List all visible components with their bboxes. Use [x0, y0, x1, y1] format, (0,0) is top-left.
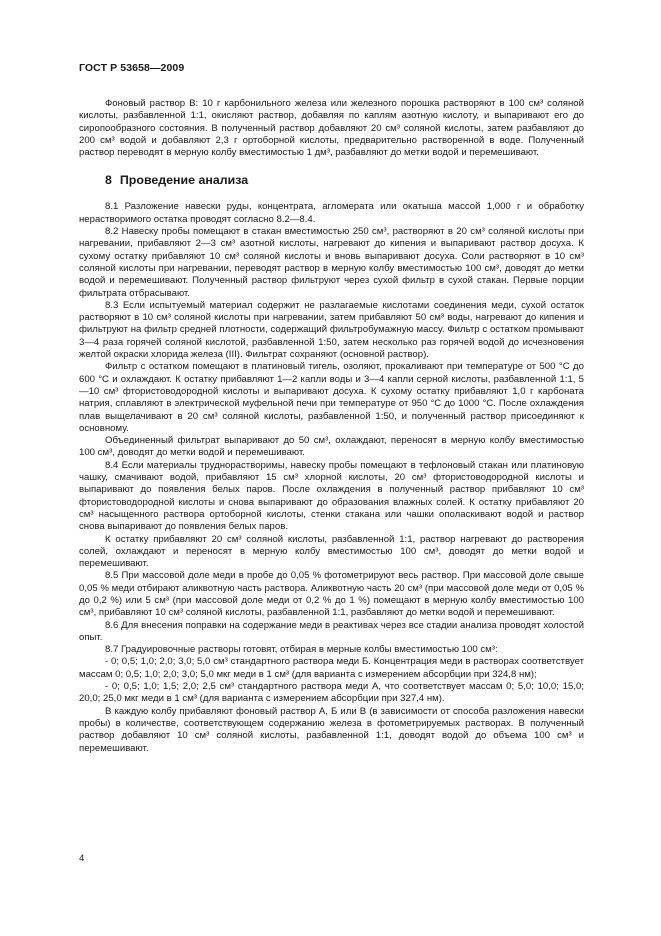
section-heading: [105, 173, 584, 187]
section-title: Проведение анализа: [119, 173, 249, 188]
list-item-solution-a: - 0; 0,5; 1,0; 1,5; 2,0; 2,5 см³ стандартного раствора меди А, что соответствует массам 0; 5,0; 10,0; 15,0; 20,0; 25,0 мкг меди в 1 см³ (для варианта с измерением абсорбции при 327,4 нм).: [79, 681, 584, 705]
paragraph-8-1: 8.1 Разложение навески руды, концентрата, агломерата или окатыша массой 1,000 г и обработку нерастворимого остатка проводят согласно 8.2—8.4.: [79, 201, 584, 225]
paragraph-8-4: 8.4 Если материалы труднорастворимы, навеску пробы помещают в тефлоновый стакан или платиновую чашку, смачивают водой, прибавляют 15 см³ хлорной кислоты, 20 см³ фтористоводородной кислоты и выпаривают до появления белых паров. После охлаждения в полученный раствор прибавляют 10 см³ фтористоводородной кислоты и снова выпаривают до образования влажных солей. К остатку прибавляют 20 см³ насыщенного раствора ортоборной кислоты, стенки стакана или чашки ополаскивают водой и раствор снова выпаривают до появления белых паров.: [79, 459, 584, 533]
paragraph-8-3: 8.3 Если испытуемый материал содержит не разлагаемые кислотами соединения меди, сухой остаток растворяют в 10 см³ соляной кислоты при нагревании, затем прибавляют 50 см³ воды, нагревают до кипения и фильтруют на фильтр средней плотности, содержащий фильтробумажную массу. Фильтр с остатком промывают 3—4 раза горячей соляной кислотой, разбавленной 1:50, затем несколько раз горячей водой до исчезновения желтой окраски хлорида железа (III). Фильтрат сохраняют (основной раствор).: [79, 299, 584, 361]
paragraph-background-solution-v: Фоновый раствор В: 10 г карбонильного железа или железного порошка растворяют в 100 см³ соляной кислоты, разбавленной 1:1, окисляют раствор, добавляя по каплям азотную кислоту, и выпаривают его до сиропообразного состояния. В полученный раствор добавляют 20 см³ соляной кислоты, затем разбавляют до 200 см³ водой и добавляют 2,3 г ортоборной кислоты, предварительно растворенной в воде. Полученный раствор переводят в мерную колбу вместимостью 1 дм³, разбавляют до метки водой и перемешивают.: [79, 98, 584, 159]
page-number: 4: [79, 853, 85, 864]
paragraph-8-6: 8.6 Для внесения поправки на содержание меди в реактивах через все стадии анализа проводят холостой опыт.: [79, 619, 584, 643]
paragraph-8-4-residue: К остатку прибавляют 20 см³ соляной кислоты, разбавленной 1:1, раствор нагревают до растворения солей, охлаждают и переносят в мерную колбу вместимостью 100 см³, доводят до метки водой и перемешивают.: [79, 533, 584, 570]
paragraph-8-3-combined: Объединенный фильтрат выпаривают до 50 см³, охлаждают, переносят в мерную колбу вместимостью 100 см³, доводят до метки водой и перемешивают.: [79, 435, 584, 459]
paragraph-8-5: 8.5 При массовой доле меди в пробе до 0,05 % фотометрируют весь раствор. При массовой доле свыше 0,05 % меди отбирают аликвотную часть раствора. Аликвотную часть 20 см³ (при массовой доле меди от 0,05 % до 0,2 %) или 5 см³ (при массовой доле меди от 0,2 % до 1 %) помещают в мерную колбу вместимостью 100 см³, прибавляют 10 см³ соляной кислоты, разбавленной 1:1, разбавляют до метки водой и перемешивают.: [79, 570, 584, 619]
paragraph-8-3-filter: Фильтр с остатком помещают в платиновый тигель, озоляют, прокаливают при температуре от 500 °С до 600 °С и охлаждают. К остатку прибавляют 1—2 капли воды и 3—4 капли серной кислоты, разбавленной 1:1, 5—10 см³ фтористоводородной кислоты и выпаривают досуха. К сухому остатку прибавляют 1,0 г карбоната натрия, сплавляют в электрической муфельной печи при температуре от 950 °С до 1000 °С. После охлаждения плав выщелачивают в 20 см³ соляной кислоты, разбавленной 1:50, и полученный раствор присоединяют к основному.: [79, 361, 584, 434]
page-body: [79, 98, 584, 755]
list-item-solution-b: - 0; 0,5; 1,0; 2,0; 3,0; 5,0 см³ стандартного раствора меди Б. Концентрация меди в растворах соответствует массам 0; 0,5; 1,0; 2,0; 3,0; 5,0 мкг меди в 1 см³ (для варианта с измерением абсорбции при 324,8 нм);: [79, 656, 584, 680]
document-header: ГОСТ Р 53658—2009: [79, 62, 185, 74]
paragraph-8-2: 8.2 Навеску пробы помещают в стакан вместимостью 250 см³, растворяют в 20 см³ соляной кислоты при нагревании, прибавляют 2—3 см³ азотной кислоты, нагревают до кипения и выпаривают раствор досуха. К сухому остатку прибавляют 10 см³ соляной кислоты и вновь выпаривают досуха. Соли растворяют в 10 см³ соляной кислоты при нагревании, переводят раствор в мерную колбу вместимостью 100 см³, доводят до метки водой и перемешивают. Полученный раствор фильтруют через сухой фильтр в сухой стакан. Первые порции фильтрата отбрасывают.: [79, 226, 584, 299]
paragraph-8-7-background: В каждую колбу прибавляют фоновый раствор А, Б или В (в зависимости от способа разложения навески пробы) в количестве, соответствующем содержанию железа в фотометрируемых растворах. В полученный раствор добавляют 10 см³ соляной кислоты, разбавленной 1:1, доводят водой до объема 100 см³ и перемешивают.: [79, 705, 584, 754]
paragraph-8-7: 8.7 Градуировочные растворы готовят, отбирая в мерные колбы вместимостью 100 см³:: [105, 644, 498, 656]
section-number: 8: [105, 173, 112, 188]
